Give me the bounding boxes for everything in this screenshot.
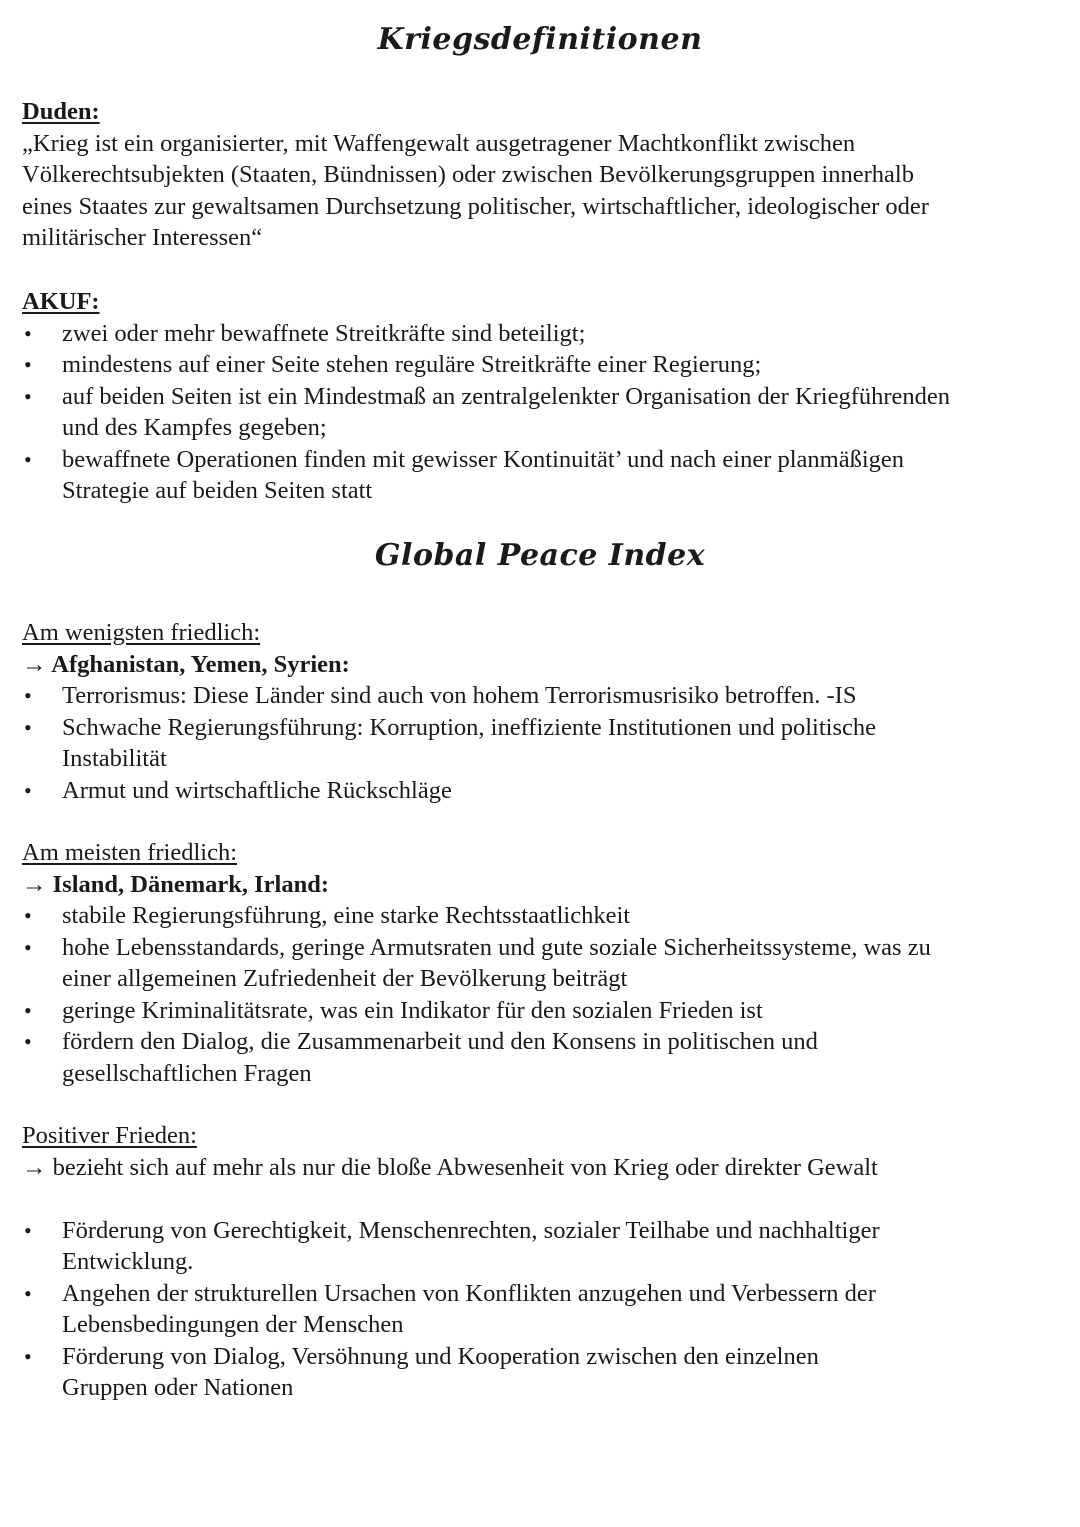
list-item: • auf beiden Seiten ist ein Mindestmaß an zentralgelenkter Organisation der Kriegführenden und des Kampfes gegeben;: [24, 382, 951, 441]
bullet-icon: •: [24, 714, 32, 740]
least-peaceful-list: [22, 680, 1062, 806]
duden-line: militärischer Interessen“: [22, 224, 263, 251]
bullet-icon: •: [24, 683, 32, 708]
section-title-gpi: Global Peace Index: [374, 538, 706, 573]
least-peaceful-section: [22, 617, 1062, 806]
list-item: • Angehen der strukturellen Ursachen von Konflikten anzugehen und Verbessern der Lebensbedingungen der Menschen: [24, 1279, 876, 1338]
akuf-heading: AKUF:: [22, 288, 100, 315]
least-peaceful-countries: → Afghanistan, Yemen, Syrien:: [22, 650, 350, 678]
duden-line: eines Staates zur gewaltsamen Durchsetzung politischer, wirtschaftlicher, ideologischer oder: [22, 192, 929, 220]
list-item: • hohe Lebensstandards, geringe Armutsraten und gute soziale Sicherheitssysteme, was zu einer allgemeinen Zufriedenheit der Bevölkerung beiträgt: [24, 933, 931, 992]
list-item: • stabile Regierungsführung, eine starke Rechtsstaatlichkeit: [22, 900, 1062, 932]
list-item: • Armut und wirtschaftliche Rückschläge: [22, 775, 1062, 807]
list-item: • mindestens auf einer Seite stehen reguläre Streitkräfte einer Regierung;: [22, 349, 1062, 381]
most-peaceful-countries: → Island, Dänemark, Irland:: [22, 870, 329, 898]
positive-peace-heading: Positiver Frieden:: [22, 1122, 197, 1149]
positive-peace-section: [22, 1120, 1062, 1404]
bullet-icon: •: [24, 777, 32, 803]
akuf-section: [22, 286, 1062, 507]
list-item: • Schwache Regierungsführung: Korruption, ineffiziente Institutionen und politische Instabilität: [24, 713, 876, 772]
bullet-icon: •: [24, 1343, 32, 1369]
list-item: • bewaffnete Operationen finden mit gewisser Kontinuität’ und nach einer planmäßigen Strategie auf beiden Seiten statt: [24, 445, 905, 504]
list-item: • zwei oder mehr bewaffnete Streitkräfte sind beteiligt;: [22, 318, 1062, 350]
duden-line: „Krieg ist ein organisierter, mit Waffengewalt ausgetragener Machtkonflikt zwischen: [22, 129, 856, 157]
positive-peace-intro: → bezieht sich auf mehr als nur die bloße Abwesenheit von Krieg oder direkter Gewalt: [22, 1153, 878, 1181]
positive-peace-list: [22, 1215, 1062, 1404]
bullet-icon: •: [24, 1280, 32, 1306]
duden-line: Völkerechtsubjekten (Staaten, Bündnissen) oder zwischen Bevölkerungsgruppen innerhalb: [22, 161, 914, 188]
most-peaceful-heading: Am meisten friedlich:: [22, 839, 237, 866]
bullet-icon: •: [24, 934, 32, 960]
bullet-icon: •: [24, 446, 32, 472]
list-item: • geringe Kriminalitätsrate, was ein Indikator für den sozialen Frieden ist: [22, 995, 1062, 1027]
duden-section: [22, 96, 1062, 254]
list-item: • fördern den Dialog, die Zusammenarbeit und den Konsens in politischen und gesellschaftlichen Fragen: [24, 1028, 818, 1087]
page-title: Kriegsdefinitionen: [377, 22, 703, 57]
most-peaceful-section: [22, 837, 1062, 1089]
bullet-icon: •: [24, 352, 32, 377]
list-item: • Förderung von Dialog, Versöhnung und Kooperation zwischen den einzelnen Gruppen oder Nationen: [24, 1342, 819, 1401]
bullet-icon: •: [24, 903, 32, 928]
bullet-icon: •: [24, 997, 32, 1023]
bullet-icon: •: [24, 1217, 32, 1243]
bullet-icon: •: [24, 320, 32, 346]
list-item: • Förderung von Gerechtigkeit, Menschenrechten, sozialer Teilhabe und nachhaltiger Entwicklung.: [24, 1216, 880, 1275]
least-peaceful-heading: Am wenigsten friedlich:: [22, 619, 261, 646]
bullet-icon: •: [24, 1029, 32, 1054]
most-peaceful-list: [22, 900, 1062, 1089]
duden-heading: Duden:: [22, 98, 100, 125]
akuf-list: [22, 318, 1062, 507]
list-item: • Terrorismus: Diese Länder sind auch von hohem Terrorismusrisiko betroffen. -IS: [22, 680, 1062, 712]
bullet-icon: •: [24, 383, 32, 409]
